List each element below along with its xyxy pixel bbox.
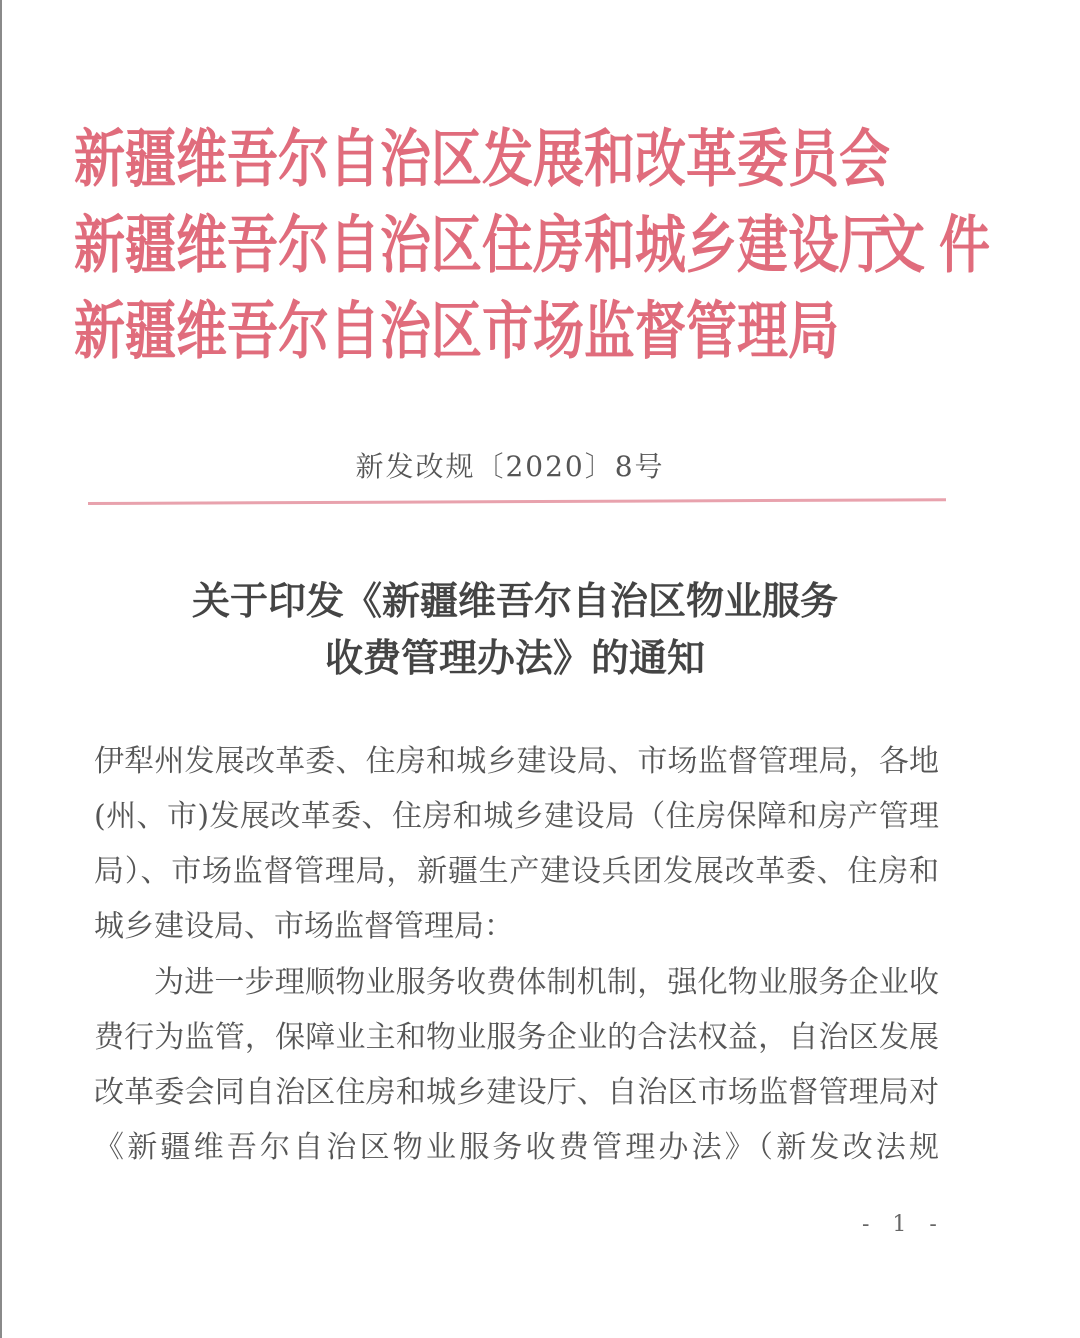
issuer-header [74, 118, 1014, 376]
title-line-2: 收费管理办法》的通知 [324, 635, 705, 680]
addressee-block [94, 734, 939, 954]
issuer-name: 新疆维吾尔自治区住房和城乡建设厅 [74, 210, 891, 283]
body-line: 费行为监管，保障业主和物业服务企业的合法权益，自治区发展 [94, 1020, 939, 1055]
addressee-line: (州、市)发展改革委、住房和城乡建设局（住房保障和房产管理 [94, 799, 939, 834]
red-divider-rule [88, 498, 946, 505]
addressee-line: 伊犁州发展改革委、住房和城乡建设局、市场监督管理局，各地 [94, 744, 939, 779]
title-line-1: 关于印发《新疆维吾尔自治区物业服务 [191, 578, 838, 623]
document-suffix: 文件 [874, 210, 1005, 283]
page-number: - 1 - [862, 1212, 945, 1237]
issuer-name: 新疆维吾尔自治区市场监督管理局 [74, 296, 840, 369]
document-title [0, 572, 1030, 686]
addressee-line: 城乡建设局、市场监督管理局： [94, 909, 514, 944]
document-number: 新发改规〔2020〕8号 [355, 450, 665, 483]
body-paragraph [94, 955, 939, 1175]
issuer-name: 新疆维吾尔自治区发展和改革委员会 [74, 124, 891, 197]
issuer-line-3 [74, 281, 1014, 386]
addressee-line: 局）、市场监督管理局，新疆生产建设兵团发展改革委、住房和 [94, 854, 939, 889]
body-line: 为进一步理顺物业服务收费体制机制，强化物业服务企业收 [154, 965, 939, 1000]
body-line: 《新疆维吾尔自治区物业服务收费管理办法》（新发改法规 [94, 1130, 939, 1165]
body-line: 改革委会同自治区住房和城乡建设厅、自治区市场监督管理局对 [94, 1075, 939, 1110]
